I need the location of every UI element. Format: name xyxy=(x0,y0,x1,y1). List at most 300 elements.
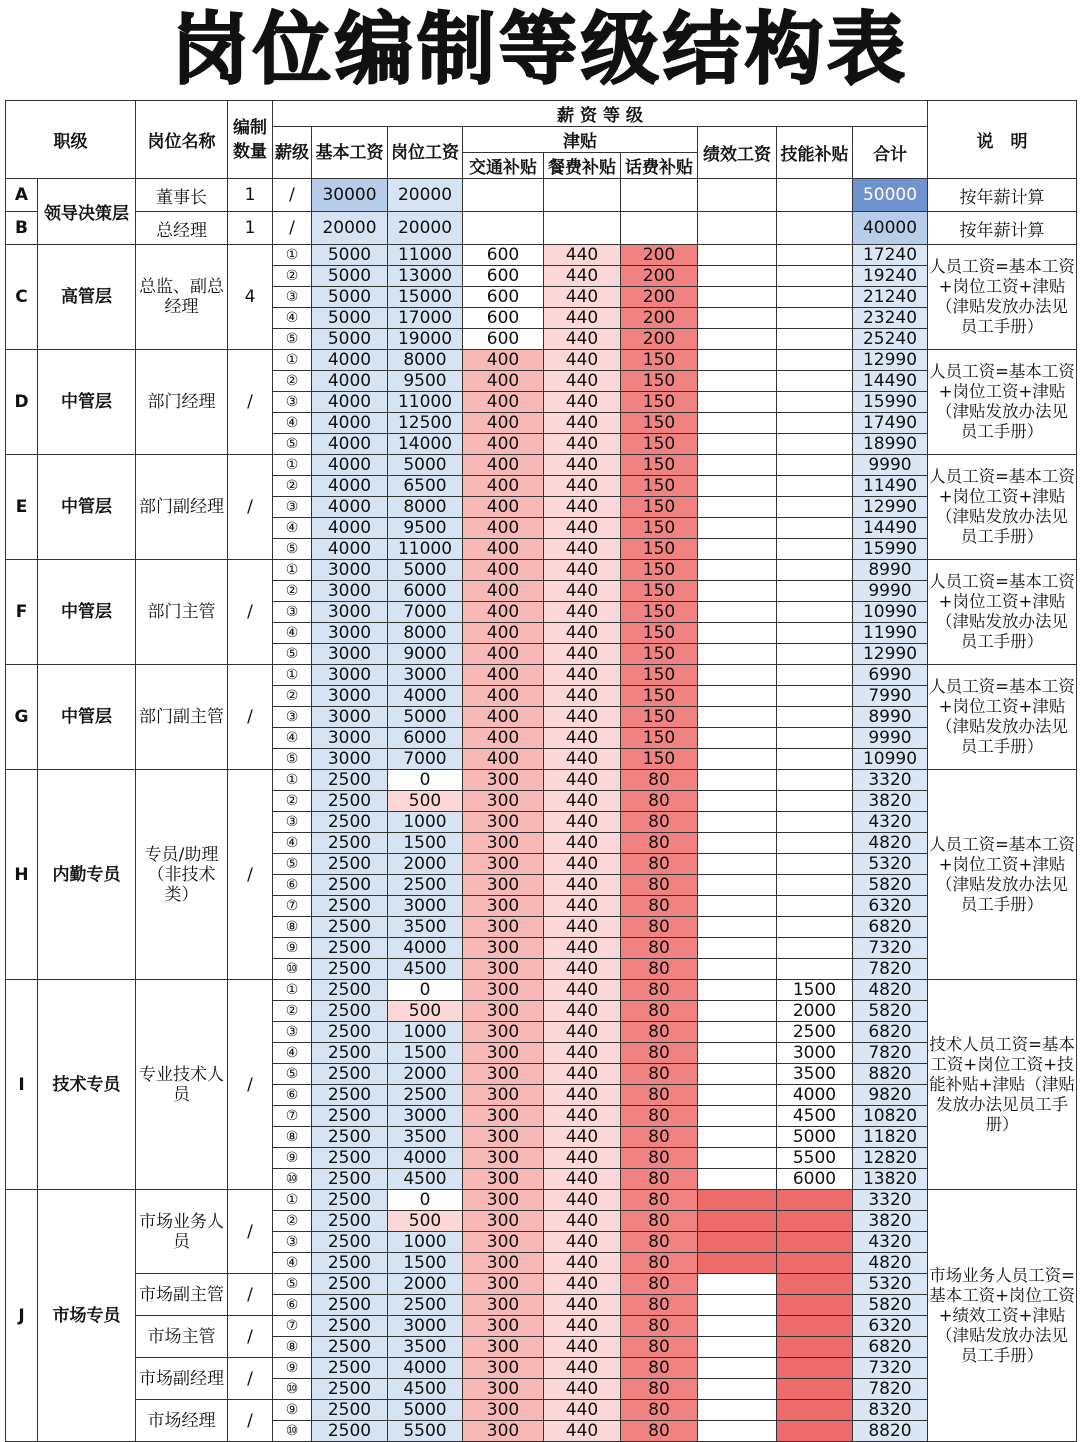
grade-value: ② xyxy=(273,476,312,497)
phone-allowance: 80 xyxy=(621,1400,698,1421)
total-value: 7990 xyxy=(853,686,928,707)
meal-allowance: 440 xyxy=(544,476,621,497)
total-value: 6320 xyxy=(853,896,928,917)
traffic-allowance: 300 xyxy=(463,1043,544,1064)
skill-allowance: 5500 xyxy=(777,1148,853,1169)
base-salary: 4000 xyxy=(312,434,388,455)
post-salary: 3000 xyxy=(388,896,463,917)
skill-allowance xyxy=(777,266,853,287)
skill-allowance xyxy=(777,833,853,854)
perf-salary xyxy=(698,854,777,875)
grade-value: ⑥ xyxy=(273,875,312,896)
grade-value: ③ xyxy=(273,287,312,308)
perf-salary xyxy=(698,1211,777,1232)
grade-value: ⑩ xyxy=(273,1169,312,1190)
base-salary: 3000 xyxy=(312,581,388,602)
grade-value: ⑩ xyxy=(273,959,312,980)
position-name: 市场业务人员 xyxy=(136,1190,228,1274)
total-value: 25240 xyxy=(853,329,928,350)
tier-name: 中管层 xyxy=(38,560,136,665)
perf-salary xyxy=(698,623,777,644)
phone-allowance: 80 xyxy=(621,1169,698,1190)
note-text: 市场业务人员工资=基本工资+岗位工资+绩效工资+津贴（津贴发放办法见员工手册） xyxy=(928,1190,1077,1442)
table-row xyxy=(6,1274,1077,1295)
post-salary: 2500 xyxy=(388,1295,463,1316)
base-salary: 4000 xyxy=(312,497,388,518)
perf-salary xyxy=(698,707,777,728)
traffic-allowance: 300 xyxy=(463,1337,544,1358)
total-value: 7320 xyxy=(853,938,928,959)
skill-allowance xyxy=(777,434,853,455)
post-salary: 5000 xyxy=(388,560,463,581)
phone-allowance: 80 xyxy=(621,1232,698,1253)
skill-allowance xyxy=(777,644,853,665)
skill-allowance xyxy=(777,329,853,350)
meal-allowance: 440 xyxy=(544,791,621,812)
level-letter: A xyxy=(6,179,38,212)
header-base: 基本工资 xyxy=(312,127,388,179)
grade-value: ⑦ xyxy=(273,1316,312,1337)
meal-allowance: 440 xyxy=(544,287,621,308)
grade-value: ⑤ xyxy=(273,329,312,350)
total-value: 8820 xyxy=(853,1421,928,1442)
table-row xyxy=(6,560,1077,581)
quota-value: / xyxy=(228,1190,273,1274)
grade-value: ② xyxy=(273,371,312,392)
post-salary: 1500 xyxy=(388,1253,463,1274)
note-text: 人员工资=基本工资+岗位工资+津贴（津贴发放办法见员工手册） xyxy=(928,455,1077,560)
phone-allowance: 80 xyxy=(621,854,698,875)
post-salary: 2000 xyxy=(388,854,463,875)
perf-salary xyxy=(698,812,777,833)
base-salary: 2500 xyxy=(312,1106,388,1127)
meal-allowance: 440 xyxy=(544,644,621,665)
position-name: 专业技术人员 xyxy=(136,980,228,1190)
post-salary: 3000 xyxy=(388,1106,463,1127)
base-salary: 2500 xyxy=(312,1316,388,1337)
post-salary: 3000 xyxy=(388,665,463,686)
grade-value: ① xyxy=(273,560,312,581)
perf-salary xyxy=(698,1043,777,1064)
quota-value: / xyxy=(228,1400,273,1442)
quota-value: / xyxy=(228,980,273,1190)
perf-salary xyxy=(698,938,777,959)
skill-allowance xyxy=(777,602,853,623)
post-salary: 5000 xyxy=(388,455,463,476)
skill-allowance xyxy=(777,665,853,686)
traffic-allowance: 300 xyxy=(463,770,544,791)
grade-value: ⑩ xyxy=(273,1421,312,1442)
meal-allowance: 440 xyxy=(544,602,621,623)
header-meal: 餐费补贴 xyxy=(544,153,621,179)
meal-allowance xyxy=(544,212,621,245)
meal-allowance: 440 xyxy=(544,833,621,854)
perf-salary xyxy=(698,959,777,980)
skill-allowance xyxy=(777,1295,853,1316)
post-salary: 500 xyxy=(388,791,463,812)
traffic-allowance: 300 xyxy=(463,1064,544,1085)
base-salary: 5000 xyxy=(312,266,388,287)
note-text: 按年薪计算 xyxy=(928,212,1077,245)
position-name: 部门主管 xyxy=(136,560,228,665)
skill-allowance xyxy=(777,476,853,497)
traffic-allowance: 400 xyxy=(463,560,544,581)
grade-value: ③ xyxy=(273,602,312,623)
position-name: 市场副主管 xyxy=(136,1274,228,1316)
perf-salary xyxy=(698,602,777,623)
skill-allowance xyxy=(777,686,853,707)
meal-allowance: 440 xyxy=(544,1127,621,1148)
skill-allowance xyxy=(777,707,853,728)
total-value: 9990 xyxy=(853,455,928,476)
post-salary: 6500 xyxy=(388,476,463,497)
base-salary: 3000 xyxy=(312,728,388,749)
base-salary: 2500 xyxy=(312,1358,388,1379)
skill-allowance xyxy=(777,770,853,791)
grade-value: ① xyxy=(273,665,312,686)
total-value: 4320 xyxy=(853,812,928,833)
perf-salary xyxy=(698,791,777,812)
traffic-allowance: 300 xyxy=(463,1421,544,1442)
skill-allowance xyxy=(777,1253,853,1274)
grade-value: ⑦ xyxy=(273,1106,312,1127)
meal-allowance: 440 xyxy=(544,455,621,476)
total-value: 50000 xyxy=(853,179,928,212)
meal-allowance: 440 xyxy=(544,581,621,602)
traffic-allowance: 400 xyxy=(463,434,544,455)
base-salary: 2500 xyxy=(312,1379,388,1400)
phone-allowance: 150 xyxy=(621,392,698,413)
phone-allowance: 80 xyxy=(621,1253,698,1274)
base-salary: 4000 xyxy=(312,413,388,434)
tier-name: 内勤专员 xyxy=(38,770,136,980)
perf-salary xyxy=(698,1064,777,1085)
quota-value: / xyxy=(228,665,273,770)
perf-salary xyxy=(698,308,777,329)
perf-salary xyxy=(698,371,777,392)
phone-allowance xyxy=(621,179,698,212)
meal-allowance: 440 xyxy=(544,1379,621,1400)
header-traffic: 交通补贴 xyxy=(463,153,544,179)
traffic-allowance: 300 xyxy=(463,1127,544,1148)
total-value: 7820 xyxy=(853,1043,928,1064)
perf-salary xyxy=(698,1232,777,1253)
phone-allowance: 150 xyxy=(621,476,698,497)
perf-salary xyxy=(698,1148,777,1169)
skill-allowance xyxy=(777,1379,853,1400)
skill-allowance xyxy=(777,812,853,833)
base-salary: 2500 xyxy=(312,854,388,875)
grade-value: ⑥ xyxy=(273,1295,312,1316)
total-value: 3320 xyxy=(853,770,928,791)
note-text: 人员工资=基本工资+岗位工资+津贴（津贴发放办法见员工手册） xyxy=(928,560,1077,665)
post-salary: 4000 xyxy=(388,938,463,959)
skill-allowance xyxy=(777,212,853,245)
skill-allowance xyxy=(777,875,853,896)
skill-allowance xyxy=(777,1358,853,1379)
traffic-allowance: 300 xyxy=(463,833,544,854)
meal-allowance: 440 xyxy=(544,1274,621,1295)
total-value: 10990 xyxy=(853,602,928,623)
quota-value: / xyxy=(228,560,273,665)
grade-value: ③ xyxy=(273,707,312,728)
phone-allowance: 150 xyxy=(621,665,698,686)
phone-allowance: 80 xyxy=(621,917,698,938)
phone-allowance: 80 xyxy=(621,1316,698,1337)
base-salary: 2500 xyxy=(312,1400,388,1421)
meal-allowance: 440 xyxy=(544,749,621,770)
base-salary: 2500 xyxy=(312,1001,388,1022)
position-name: 市场经理 xyxy=(136,1400,228,1442)
traffic-allowance: 400 xyxy=(463,707,544,728)
post-salary: 2500 xyxy=(388,1085,463,1106)
traffic-allowance: 400 xyxy=(463,455,544,476)
perf-salary xyxy=(698,917,777,938)
meal-allowance: 440 xyxy=(544,854,621,875)
table-row xyxy=(6,455,1077,476)
position-name: 总监、副总经理 xyxy=(136,245,228,350)
traffic-allowance: 300 xyxy=(463,875,544,896)
skill-allowance xyxy=(777,896,853,917)
grade-value: ③ xyxy=(273,1232,312,1253)
meal-allowance: 440 xyxy=(544,812,621,833)
skill-allowance xyxy=(777,497,853,518)
base-salary: 2500 xyxy=(312,938,388,959)
phone-allowance: 150 xyxy=(621,539,698,560)
total-value: 17490 xyxy=(853,413,928,434)
perf-salary xyxy=(698,329,777,350)
grade-value: ④ xyxy=(273,833,312,854)
traffic-allowance: 300 xyxy=(463,959,544,980)
total-value: 15990 xyxy=(853,539,928,560)
skill-allowance: 2500 xyxy=(777,1022,853,1043)
total-value: 3320 xyxy=(853,1190,928,1211)
header-level: 职级 xyxy=(6,101,136,179)
level-letter: F xyxy=(6,560,38,665)
meal-allowance: 440 xyxy=(544,959,621,980)
level-letter: H xyxy=(6,770,38,980)
traffic-allowance: 300 xyxy=(463,1400,544,1421)
phone-allowance: 150 xyxy=(621,728,698,749)
traffic-allowance: 600 xyxy=(463,245,544,266)
meal-allowance xyxy=(544,179,621,212)
traffic-allowance: 300 xyxy=(463,791,544,812)
post-salary: 15000 xyxy=(388,287,463,308)
base-salary: 4000 xyxy=(312,539,388,560)
traffic-allowance: 300 xyxy=(463,896,544,917)
total-value: 12820 xyxy=(853,1148,928,1169)
perf-salary xyxy=(698,1085,777,1106)
skill-allowance xyxy=(777,518,853,539)
post-salary: 4000 xyxy=(388,1148,463,1169)
header-quota: 编制数量 xyxy=(228,101,273,179)
post-salary: 11000 xyxy=(388,539,463,560)
meal-allowance: 440 xyxy=(544,1211,621,1232)
level-letter: B xyxy=(6,212,38,245)
meal-allowance: 440 xyxy=(544,1085,621,1106)
meal-allowance: 440 xyxy=(544,1106,621,1127)
skill-allowance xyxy=(777,1400,853,1421)
base-salary: 2500 xyxy=(312,1022,388,1043)
post-salary: 8000 xyxy=(388,623,463,644)
perf-salary xyxy=(698,1358,777,1379)
phone-allowance: 150 xyxy=(621,623,698,644)
total-value: 14490 xyxy=(853,371,928,392)
traffic-allowance: 300 xyxy=(463,980,544,1001)
traffic-allowance: 300 xyxy=(463,854,544,875)
phone-allowance: 150 xyxy=(621,497,698,518)
post-salary: 11000 xyxy=(388,392,463,413)
perf-salary xyxy=(698,1337,777,1358)
grade-value: ② xyxy=(273,1001,312,1022)
total-value: 10820 xyxy=(853,1106,928,1127)
total-value: 8990 xyxy=(853,707,928,728)
grade-value: ③ xyxy=(273,1022,312,1043)
phone-allowance: 80 xyxy=(621,1064,698,1085)
level-letter: G xyxy=(6,665,38,770)
skill-allowance xyxy=(777,1421,853,1442)
post-salary: 3000 xyxy=(388,1316,463,1337)
table-row xyxy=(6,980,1077,1001)
base-salary: 2500 xyxy=(312,812,388,833)
phone-allowance: 150 xyxy=(621,686,698,707)
traffic-allowance: 400 xyxy=(463,392,544,413)
phone-allowance: 150 xyxy=(621,707,698,728)
total-value: 5320 xyxy=(853,854,928,875)
quota-value: / xyxy=(228,770,273,980)
skill-allowance xyxy=(777,371,853,392)
traffic-allowance: 300 xyxy=(463,1001,544,1022)
grade-value: ① xyxy=(273,350,312,371)
traffic-allowance: 400 xyxy=(463,539,544,560)
traffic-allowance: 300 xyxy=(463,1106,544,1127)
phone-allowance: 80 xyxy=(621,896,698,917)
base-salary: 2500 xyxy=(312,1064,388,1085)
tier-name: 中管层 xyxy=(38,665,136,770)
skill-allowance xyxy=(777,455,853,476)
traffic-allowance: 400 xyxy=(463,665,544,686)
position-name: 部门副经理 xyxy=(136,455,228,560)
tier-name: 领导决策层 xyxy=(38,179,136,245)
note-text: 人员工资=基本工资+岗位工资+津贴（津贴发放办法见员工手册） xyxy=(928,770,1077,980)
table-row xyxy=(6,1400,1077,1421)
total-value: 8990 xyxy=(853,560,928,581)
base-salary: 4000 xyxy=(312,350,388,371)
base-salary: 2500 xyxy=(312,833,388,854)
base-salary: 2500 xyxy=(312,1253,388,1274)
skill-allowance xyxy=(777,179,853,212)
base-salary: 3000 xyxy=(312,644,388,665)
skill-allowance xyxy=(777,791,853,812)
base-salary: 2500 xyxy=(312,1190,388,1211)
base-salary: 2500 xyxy=(312,959,388,980)
meal-allowance: 440 xyxy=(544,308,621,329)
phone-allowance: 80 xyxy=(621,875,698,896)
phone-allowance: 80 xyxy=(621,1190,698,1211)
quota-value: 1 xyxy=(228,212,273,245)
meal-allowance: 440 xyxy=(544,434,621,455)
grade-value: ⑨ xyxy=(273,1148,312,1169)
tier-name: 技术专员 xyxy=(38,980,136,1190)
phone-allowance: 150 xyxy=(621,455,698,476)
level-letter: J xyxy=(6,1190,38,1442)
post-salary: 500 xyxy=(388,1001,463,1022)
perf-salary xyxy=(698,350,777,371)
perf-salary xyxy=(698,833,777,854)
note-text: 按年薪计算 xyxy=(928,179,1077,212)
perf-salary xyxy=(698,1001,777,1022)
traffic-allowance: 400 xyxy=(463,686,544,707)
perf-salary xyxy=(698,1274,777,1295)
total-value: 11820 xyxy=(853,1127,928,1148)
level-letter: C xyxy=(6,245,38,350)
meal-allowance: 440 xyxy=(544,371,621,392)
total-value: 5820 xyxy=(853,1295,928,1316)
meal-allowance: 440 xyxy=(544,665,621,686)
tier-name: 中管层 xyxy=(38,455,136,560)
tier-name: 市场专员 xyxy=(38,1190,136,1442)
perf-salary xyxy=(698,749,777,770)
salary-structure-table xyxy=(5,100,1077,1442)
perf-salary xyxy=(698,1421,777,1442)
grade-value: ⑧ xyxy=(273,917,312,938)
traffic-allowance: 600 xyxy=(463,329,544,350)
meal-allowance: 440 xyxy=(544,917,621,938)
traffic-allowance: 300 xyxy=(463,1085,544,1106)
total-value: 21240 xyxy=(853,287,928,308)
table-row xyxy=(6,179,1077,212)
meal-allowance: 440 xyxy=(544,1043,621,1064)
skill-allowance xyxy=(777,623,853,644)
total-value: 10990 xyxy=(853,749,928,770)
header-perf: 绩效工资 xyxy=(698,127,777,179)
total-value: 5320 xyxy=(853,1274,928,1295)
phone-allowance: 80 xyxy=(621,1337,698,1358)
traffic-allowance: 300 xyxy=(463,1190,544,1211)
traffic-allowance: 300 xyxy=(463,1379,544,1400)
meal-allowance: 440 xyxy=(544,350,621,371)
post-salary: 9500 xyxy=(388,371,463,392)
skill-allowance: 3500 xyxy=(777,1064,853,1085)
total-value: 6320 xyxy=(853,1316,928,1337)
phone-allowance: 80 xyxy=(621,980,698,1001)
perf-salary xyxy=(698,560,777,581)
traffic-allowance: 300 xyxy=(463,917,544,938)
perf-salary xyxy=(698,644,777,665)
perf-salary xyxy=(698,581,777,602)
grade-value: ② xyxy=(273,1211,312,1232)
phone-allowance: 80 xyxy=(621,1127,698,1148)
base-salary: 30000 xyxy=(312,179,388,212)
meal-allowance: 440 xyxy=(544,1148,621,1169)
position-name: 董事长 xyxy=(136,179,228,212)
post-salary: 12500 xyxy=(388,413,463,434)
grade-value: ① xyxy=(273,1190,312,1211)
phone-allowance: 80 xyxy=(621,1274,698,1295)
grade-value: ③ xyxy=(273,497,312,518)
phone-allowance: 150 xyxy=(621,371,698,392)
header-note: 说 明 xyxy=(928,101,1077,179)
skill-allowance: 4000 xyxy=(777,1085,853,1106)
traffic-allowance: 300 xyxy=(463,1274,544,1295)
phone-allowance: 80 xyxy=(621,1022,698,1043)
post-salary: 20000 xyxy=(388,212,463,245)
base-salary: 5000 xyxy=(312,287,388,308)
phone-allowance: 200 xyxy=(621,287,698,308)
page-title: 岗位编制等级结构表 xyxy=(170,5,909,95)
meal-allowance: 440 xyxy=(544,938,621,959)
perf-salary xyxy=(698,1295,777,1316)
